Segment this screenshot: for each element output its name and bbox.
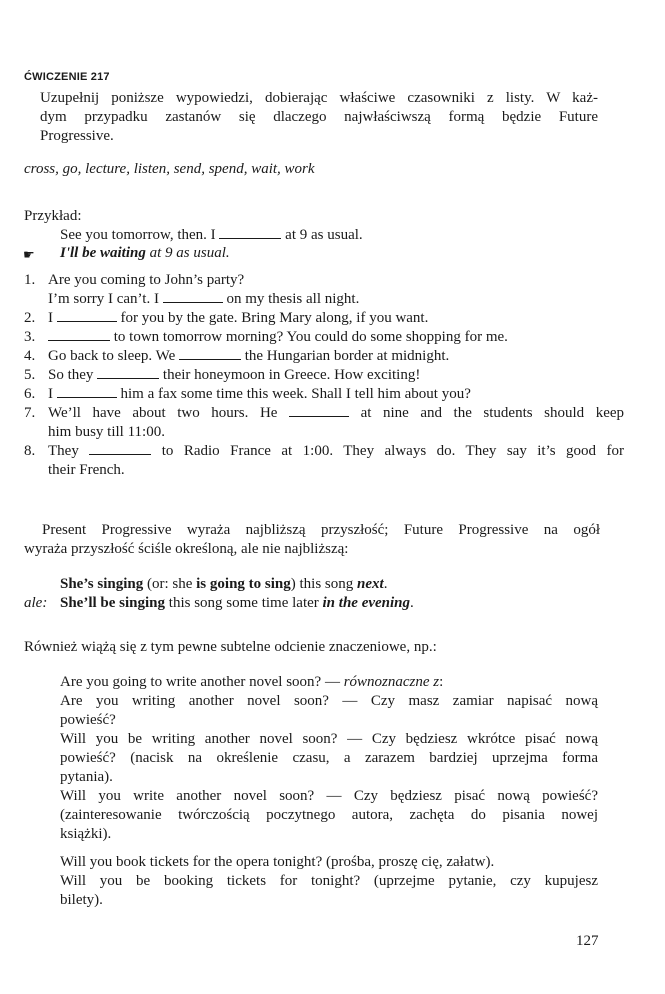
item-text: their honeymoon in Greece. How exciting! bbox=[162, 367, 421, 383]
item-text: to town tomorrow morning? You could do some shopping for me. bbox=[113, 329, 508, 345]
plain-text: Are you going to write another novel soon? — bbox=[60, 674, 344, 690]
item-text: They bbox=[48, 443, 79, 459]
grammar-note bbox=[24, 521, 600, 559]
exercise-instruction bbox=[40, 89, 598, 146]
note-line: Present Progressive wyraża najbliższą przyszłość; Future Progressive na ogół bbox=[42, 522, 600, 538]
answer-blank bbox=[289, 404, 349, 417]
page-number: 127 bbox=[576, 933, 599, 949]
nuance-line: Will you write another novel soon? — Czy będziesz pisać nową powieść? bbox=[60, 788, 598, 804]
verb-list: cross, go, lecture, listen, send, spend, wait, work bbox=[24, 161, 315, 177]
answer-blank bbox=[89, 442, 151, 455]
note-line: wyraża przyszłość ściśle określoną, ale nie najbliższą: bbox=[24, 541, 349, 557]
instruction-line: Uzupełnij poniższe wypowiedzi, dobierając właściwe czasowniki z listy. W każ- bbox=[40, 90, 598, 106]
note-ale-label: ale: bbox=[24, 595, 48, 611]
item-number: 1. bbox=[24, 272, 36, 288]
example-answer-bold: I'll be waiting bbox=[60, 245, 146, 261]
item-text: We’ll have about two hours. He bbox=[48, 405, 278, 421]
bold-text: is going to sing bbox=[196, 576, 291, 592]
item-text: for you by the gate. Bring Mary along, if you want. bbox=[120, 310, 429, 326]
plain-text: ) this song bbox=[290, 576, 358, 592]
nuances-block-2 bbox=[60, 853, 598, 910]
nuance-line: Are you writing another novel soon? — Czy masz zamiar napisać nową bbox=[60, 693, 598, 709]
plain-text: . bbox=[383, 576, 388, 592]
note-example-2 bbox=[60, 594, 414, 613]
plain-text: . bbox=[410, 595, 414, 611]
item-number: 4. bbox=[24, 348, 36, 364]
nuance-line: bilety). bbox=[60, 892, 103, 908]
nuance-line: książki). bbox=[60, 826, 112, 842]
exercise-list bbox=[24, 271, 624, 501]
item-text: I bbox=[48, 310, 53, 326]
item-text: at nine and the students should keep bbox=[360, 405, 625, 421]
item-number: 7. bbox=[24, 405, 36, 421]
nuance-line: Will you be booking tickets for tonight? (uprzejme pytanie, czy kupujesz bbox=[60, 873, 598, 889]
example-sentence bbox=[60, 226, 363, 245]
item-line bbox=[48, 442, 624, 461]
note-example-1 bbox=[60, 575, 387, 594]
item-text: their French. bbox=[48, 462, 125, 478]
bold-italic-text: next bbox=[357, 576, 384, 592]
answer-blank bbox=[48, 328, 110, 341]
item-text: I’m sorry I can’t. I bbox=[48, 291, 159, 307]
instruction-line: Progressive. bbox=[40, 128, 114, 144]
example-answer bbox=[60, 244, 230, 263]
nuance-line: Will you book tickets for the opera tonight? (prośba, proszę cię, załatw). bbox=[60, 854, 495, 870]
item-line bbox=[48, 309, 624, 328]
item-text: I bbox=[48, 386, 53, 402]
example-answer-rest: at 9 as usual. bbox=[149, 245, 230, 261]
item-number: 6. bbox=[24, 386, 36, 402]
example-after: at 9 as usual. bbox=[285, 227, 363, 243]
plain-text: : bbox=[439, 674, 444, 690]
nuance-line: Will you be writing another novel soon? — Czy będziesz wkrótce pisać nową bbox=[60, 731, 598, 747]
nuance-line: pytania). bbox=[60, 769, 113, 785]
plain-text: this song some time later bbox=[165, 595, 323, 611]
answer-blank bbox=[97, 366, 159, 379]
item-text: So they bbox=[48, 367, 94, 383]
answer-blank bbox=[57, 385, 117, 398]
item-number: 8. bbox=[24, 443, 36, 459]
nuance-line: (zainteresowanie twórczością poczytnego autora, zachęta do pisania nowej bbox=[60, 807, 598, 823]
example-label: Przykład: bbox=[24, 208, 82, 224]
item-number: 2. bbox=[24, 310, 36, 326]
item-text: him a fax some time this week. Shall I tell him about you? bbox=[120, 386, 471, 402]
item-text: on my thesis all night. bbox=[226, 291, 360, 307]
nuances-block-1 bbox=[60, 692, 598, 844]
item-text: Are you coming to John’s party? bbox=[48, 272, 245, 288]
item-line bbox=[48, 290, 624, 309]
answer-blank bbox=[179, 347, 241, 360]
item-text: him busy till 11:00. bbox=[48, 424, 165, 440]
item-number: 3. bbox=[24, 329, 36, 345]
nuances-line-1 bbox=[60, 673, 443, 692]
pointing-hand-icon: ☛ bbox=[23, 247, 35, 262]
bold-text: She’s singing bbox=[60, 576, 144, 592]
answer-blank bbox=[219, 226, 281, 239]
italic-text: równoznaczne z bbox=[343, 674, 440, 690]
item-line bbox=[48, 385, 624, 404]
item-line bbox=[48, 366, 624, 385]
item-line bbox=[48, 347, 624, 366]
exercise-heading: ĆWICZENIE 217 bbox=[24, 71, 110, 83]
nuances-intro: Również wiążą się z tym pewne subtelne odcienie znaczeniowe, np.: bbox=[24, 639, 437, 655]
example-before: See you tomorrow, then. I bbox=[60, 227, 216, 243]
item-text: the Hungarian border at midnight. bbox=[244, 348, 450, 364]
item-number: 5. bbox=[24, 367, 36, 383]
answer-blank bbox=[163, 290, 223, 303]
bold-italic-text: in the evening bbox=[322, 595, 411, 611]
item-text: Go back to sleep. We bbox=[48, 348, 176, 364]
plain-text: (or: she bbox=[143, 576, 197, 592]
instruction-line: dym przypadku zastanów się dlaczego najwłaściwszą formą będzie Future bbox=[40, 109, 598, 125]
nuance-line: powieść? (nacisk na określenie czasu, a zarazem bardziej uprzejma forma bbox=[60, 750, 598, 766]
item-text: to Radio France at 1:00. They always do. They say it’s good for bbox=[161, 443, 624, 459]
bold-text: She’ll be singing bbox=[60, 595, 166, 611]
item-line bbox=[48, 404, 624, 423]
nuance-line: powieść? bbox=[60, 712, 116, 728]
item-line bbox=[48, 328, 624, 347]
answer-blank bbox=[57, 309, 117, 322]
